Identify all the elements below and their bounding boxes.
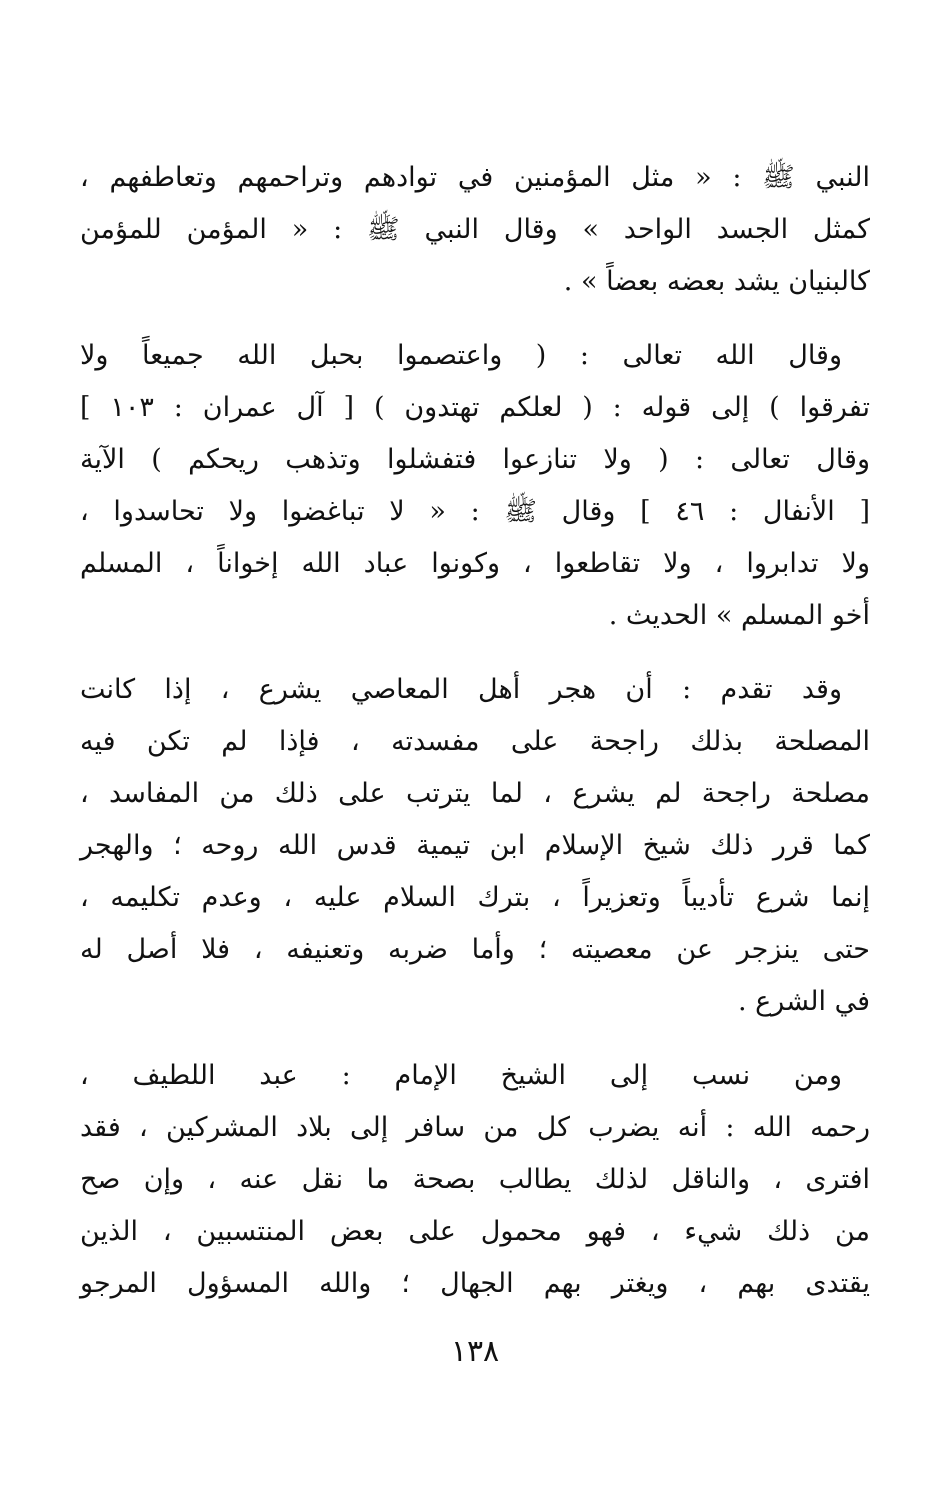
paragraph-2 [80,330,870,642]
page-body [80,152,870,1332]
paragraph-4 [80,1050,870,1310]
text-line: حتى ينزجر عن معصيته ؛ وأما ضربه وتعنيفه ، فلا أصل له [80,934,870,965]
text-line: يقتدى بهم ، ويغتر بهم الجهال ؛ والله المسؤول المرجو [80,1268,870,1299]
paragraph-3 [80,664,870,1028]
text-line: مصلحة راجحة لم يشرع ، لما يترتب على ذلك من المفاسد ، [80,778,870,809]
text-line: كمثل الجسد الواحد » وقال النبي ﷺ : « المؤمن للمؤمن [80,214,870,245]
text-line: المصلحة بذلك راجحة على مفسدته ، فإذا لم تكن فيه [80,726,870,757]
text-line: من ذلك شيء ، فهو محمول على بعض المنتسبين ، الذين [80,1216,870,1247]
text-line: في الشرع . [738,986,870,1017]
text-line: إنما شرع تأديباً وتعزيراً ، بترك السلام عليه ، وعدم تكليمه ، [80,882,870,913]
text-line: وقال تعالى : ( ولا تنازعوا فتفشلوا وتذهب ريحكم ) الآية [80,444,870,475]
text-line: كالبنيان يشد بعضه بعضاً » . [563,266,870,297]
text-line: [ الأنفال : ٤٦ ] وقال ﷺ : « لا تباغضوا ولا تحاسدوا ، [80,496,871,527]
text-line: أخو المسلم » الحديث . [608,600,870,631]
text-line: ولا تدابروا ، ولا تقاطعوا ، وكونوا عباد الله إخواناً ، المسلم [80,548,870,579]
page-number: ١٣٨ [450,1334,500,1369]
text-line: رحمه الله : أنه يضرب كل من سافر إلى بلاد المشركين ، فقد [80,1112,870,1143]
text-line: وقد تقدم : أن هجر أهل المعاصي يشرع ، إذا كانت [80,674,842,705]
text-line: افترى ، والناقل لذلك يطالب بصحة ما نقل عنه ، وإن صح [80,1164,870,1195]
text-line: ومن نسب إلى الشيخ الإمام : عبد اللطيف ، [80,1060,842,1091]
text-line: وقال الله تعالى : ( واعتصموا بحبل الله جميعاً ولا [80,340,842,371]
text-line: كما قرر ذلك شيخ الإسلام ابن تيمية قدس الله روحه ؛ والهجر [80,830,870,861]
text-line: النبي ﷺ : « مثل المؤمنين في توادهم وتراحمهم وتعاطفهم ، [80,162,870,193]
text-line: تفرقوا ) إلى قوله : ( لعلكم تهتدون ) [ آل عمران : ١٠٣ ] [80,392,870,423]
paragraph-1 [80,152,870,308]
